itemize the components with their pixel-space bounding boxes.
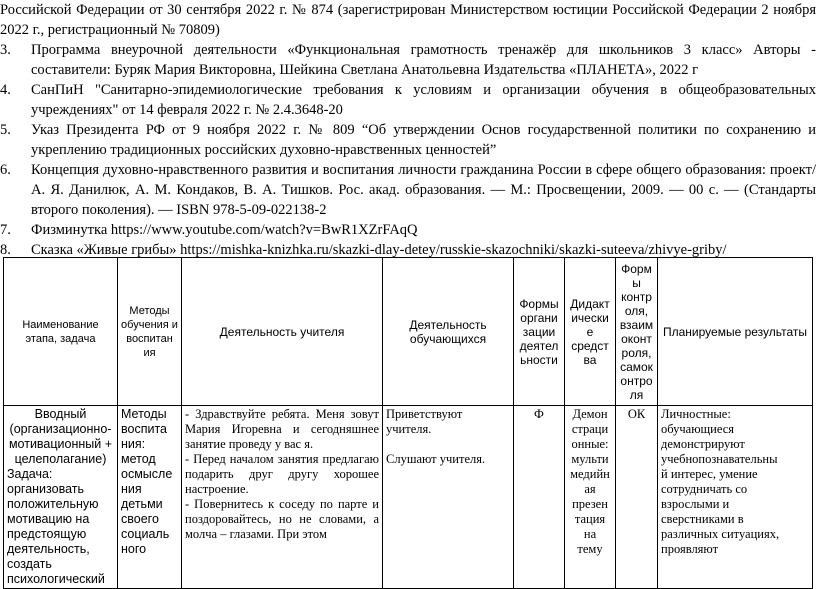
reference-text: Программа внеурочной деятельности «Функциональная грамотность тренажёр для школьников 3 класс» Авторы - составители: Буряк Мария Викторовна, Шейкина Светлана Анатольевна Издательства «ПЛАНЕТА», 2022 г [31, 42, 816, 78]
didactic-line: мульти [571, 452, 609, 466]
stage-line: положительную [7, 497, 99, 511]
didactic-line: тация [574, 512, 606, 526]
reference-item [0, 220, 816, 240]
references-section [0, 0, 816, 260]
stage-line: деятельность, [7, 542, 90, 556]
header-control-forms: Форм ы контр оля, взаим оконт роля, самок онтро ля [616, 258, 658, 406]
cell-didactic-means [565, 406, 616, 589]
teacher-paragraph: - Здравствуйте ребята. Меня зовут Мария Игоревна и сегодняшнее занятие проведу у вас я. [185, 407, 379, 451]
stage-line: создать [7, 557, 52, 571]
didactic-line: презен [572, 497, 608, 511]
results-line: й интерес, умение [661, 467, 758, 481]
reference-item [0, 160, 816, 220]
results-line: сотрудничать со [661, 482, 748, 496]
reference-continuation: Российской Федерации от 30 сентября 2022 г. № 874 (зарегистрирован Министерством юстиции Российской Федерации 2 ноября 2022 г., регистрационный № 70809) [0, 2, 816, 38]
didactic-line: тему [577, 542, 603, 556]
methods-line: ния [121, 482, 142, 496]
results-line: взрослыми и [661, 497, 730, 511]
table-header-row [4, 258, 813, 406]
methods-line: ного [121, 542, 147, 556]
header-methods: Методы обучения и воспитан ия [118, 258, 182, 406]
reference-item [0, 40, 816, 80]
methods-line: ния: [121, 437, 146, 451]
teacher-paragraph: - Перед началом занятия предлагаю подарить друг другу хорошее настроение. [185, 452, 379, 496]
reference-number: 8. [0, 242, 11, 258]
stage-line: Вводный [34, 407, 87, 421]
stage-line: Задача: организовать [7, 467, 84, 496]
didactic-line: на [583, 527, 597, 541]
results-line: различных ситуациях, [661, 527, 780, 541]
didactic-line: ая [584, 482, 596, 496]
student-paragraph: Слушают учителя. [386, 452, 486, 466]
stage-line: целеполагание) [14, 452, 107, 466]
header-organization-forms: Формы органи зации деятел ьности [514, 258, 565, 406]
methods-line: Методы [121, 407, 167, 421]
teacher-paragraph: - Повернитесь к соседу по парте и поздоровайтесь, но не словами, а молча – глазами. При этом [185, 497, 379, 541]
lesson-plan-table [3, 257, 813, 589]
cell-methods [118, 406, 182, 589]
didactic-line: медийн [570, 467, 610, 481]
reference-number: 4. [0, 82, 11, 98]
results-line: сверстниками в [661, 512, 744, 526]
reference-item [0, 80, 816, 120]
methods-line: осмысле [121, 467, 173, 481]
results-line: обучающиеся [661, 422, 735, 436]
reference-number: 5. [0, 122, 11, 138]
table-row [4, 406, 813, 589]
cell-control-form: ОК [616, 406, 658, 589]
header-student-activity: Деятельность обучающихся [383, 258, 514, 406]
cell-student-activity [383, 406, 514, 589]
stage-line: мотивацию на [7, 512, 90, 526]
reference-number: 6. [0, 162, 11, 178]
cell-planned-results [658, 406, 813, 589]
stage-line: мотивационный + [8, 437, 113, 451]
reference-text: Указ Президента РФ от 9 ноября 2022 г. № 809 “Об утверждении Основ государственной политики по сохранению и укреплению традиционных российских духовно-нравственных ценностей” [31, 122, 816, 158]
cell-organization-form: Ф [514, 406, 565, 589]
header-teacher-activity: Деятельность учителя [182, 258, 383, 406]
didactic-line: онные: [571, 437, 609, 451]
didactic-line: Демон [572, 407, 608, 421]
stage-line: предстоящую [7, 527, 87, 541]
reference-link-fairytale[interactable]: Сказка «Живые грибы» https://mishka-knizhka.ru/skazki-dlay-detey/russkie-skazochniki/skazki-suteeva/zhivye-griby/ [31, 242, 727, 258]
methods-line: воспита [121, 422, 167, 436]
stage-line: (организационно- [9, 422, 112, 436]
header-stage: Наименование этапа, задача [4, 258, 118, 406]
header-didactic-means: Дидакт ически е средст ва [565, 258, 616, 406]
reference-number: 7. [0, 222, 11, 238]
cell-stage [4, 406, 118, 589]
results-line: Личностные: [661, 407, 731, 421]
methods-line: своего [121, 512, 159, 526]
didactic-line: страци [571, 422, 609, 436]
methods-line: метод [121, 452, 156, 466]
methods-line: детьми [121, 497, 163, 511]
header-planned-results: Планируемые результаты [658, 258, 813, 406]
reference-text: Концепция духовно-нравственного развития и воспитания личности гражданина России в сфере общего образования: проект/ А. Я. Данилюк, А. М. Кондаков, В. А. Тишков. Рос. акад. образования. — М.: Просвещении, 2009. — 00 с. — (Стандарты второго поколения). — ISBN 978-5-09-022138-2 [31, 162, 816, 218]
results-line: учебнопознавательны [661, 452, 778, 466]
results-line: демонстрируют [661, 437, 745, 451]
reference-number: 3. [0, 42, 11, 58]
reference-item [0, 120, 816, 160]
reference-link-physminute[interactable]: Физминутка https://www.youtube.com/watch?v=BwR1XZrFAqQ [31, 222, 418, 238]
cell-teacher-activity [182, 406, 383, 589]
methods-line: социаль [121, 527, 170, 541]
reference-text: СанПиН "Санитарно-эпидемиологические требования к условиям и организации обучения в общеобразовательных учреждениях" от 14 февраля 2022 г. № 2.4.3648-20 [31, 82, 816, 118]
stage-line: психологический [7, 572, 105, 586]
student-paragraph: Приветствуют учителя. [386, 407, 463, 436]
results-line: проявляют [661, 542, 719, 556]
